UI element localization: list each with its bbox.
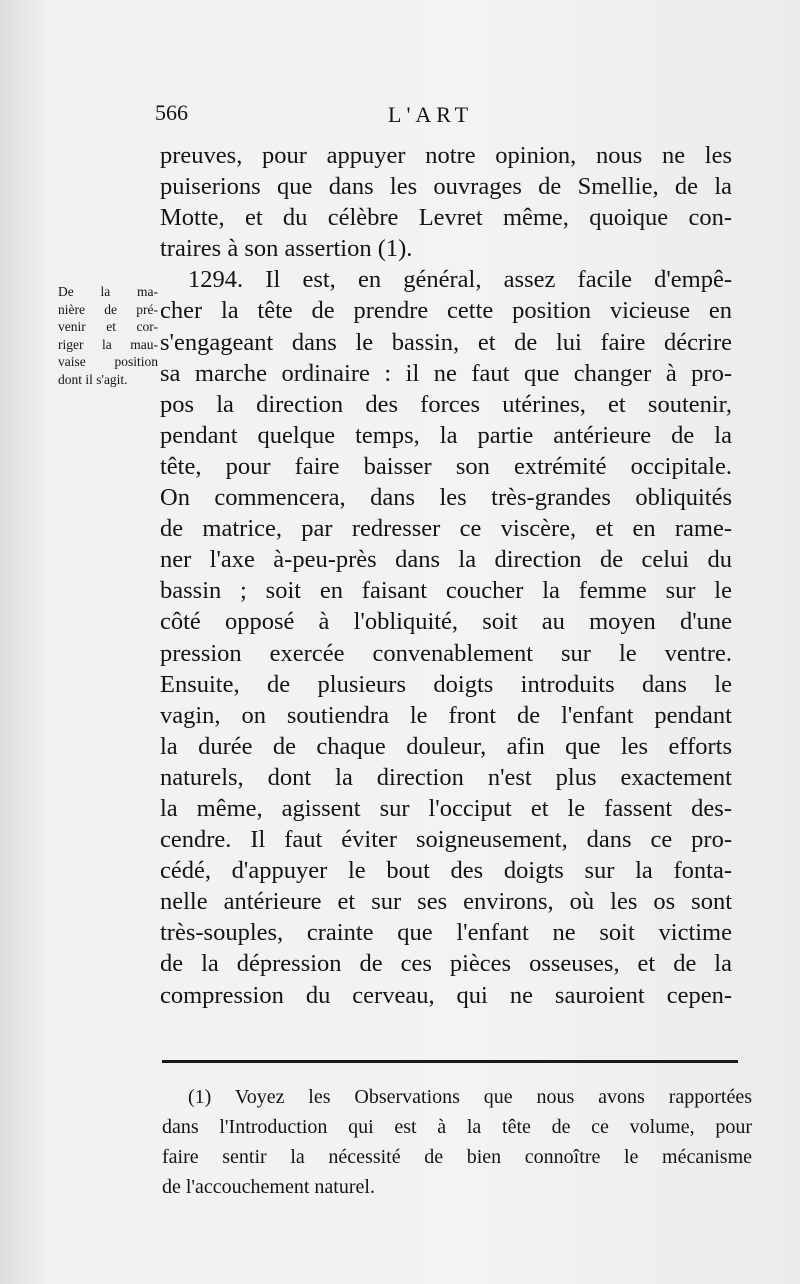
text-line: pression exercée convenablement sur le ventre. [160,639,732,667]
text-line: ner l'axe à-peu-près dans la direction de celui du [160,546,732,574]
text-line: Motte, et du célèbre Levret même, quoique con- [160,204,732,232]
text-line: pos la direction des forces utérines, et soutenir, [160,390,732,418]
margin-note-line: vaise position [58,354,158,369]
text-line: côté opposé à l'obliquité, soit au moyen d'une [160,608,732,636]
text-line: traires à son assertion (1). [160,235,413,263]
footnote-line: (1) Voyez les Observations que nous avons rapportées [188,1086,752,1108]
text-line: très-souples, crainte que l'enfant ne soit victime [160,919,732,947]
text-line: 1294. Il est, en général, assez facile d'empê- [188,266,732,294]
text-line: bassin ; soit en faisant coucher la femme sur le [160,577,732,605]
text-line: la même, agissent sur l'occiput et le fassent des- [160,794,732,822]
text-line: cher la tête de prendre cette position vicieuse en [160,297,732,325]
text-line: compression du cerveau, qui ne sauroient cepen- [160,981,732,1009]
margin-note-line: nière de pré- [58,301,158,317]
text-line: naturels, dont la direction n'est plus exactement [160,763,732,791]
running-head: L'ART [388,102,474,127]
footnote [162,1082,752,1202]
text-line: pendant quelque temps, la partie antérieure de la [160,421,732,449]
footnote-rule [162,1060,738,1063]
text-line: puiserions que dans les ouvrages de Smellie, de la [160,173,732,201]
body-text [160,140,732,1011]
text-line: de la dépression de ces pièces osseuses, et de la [160,950,732,978]
margin-note-line: dont il s'agit. [58,371,128,387]
text-line: Ensuite, de plusieurs doigts introduits dans le [160,670,732,698]
margin-note-line: De la ma- [58,284,158,299]
text-line: vagin, on soutiendra le front de l'enfant pendant [160,701,732,729]
margin-note [58,283,158,388]
text-line: cédé, d'appuyer le bout des doigts sur la fonta- [160,857,732,885]
footnote-line: faire sentir la nécessité de bien connoître le mécanisme [162,1146,752,1168]
footnote-line: dans l'Introduction qui est à la tête de ce volume, pour [162,1116,752,1138]
text-line: la durée de chaque douleur, afin que les efforts [160,732,732,760]
page-number: 566 [155,100,188,125]
text-line: cendre. Il faut éviter soigneusement, dans ce pro- [160,826,732,854]
margin-note-line: venir et cor- [58,319,158,334]
page-header [155,100,735,136]
text-line: de matrice, par redresser ce viscère, et en rame- [160,515,732,543]
footnote-line: de l'accouchement naturel. [162,1176,375,1198]
text-line: tête, pour faire baisser son extrémité occipitale. [160,452,732,480]
text-line: On commencera, dans les très-grandes obliquités [160,484,732,512]
text-line: sa marche ordinaire : il ne faut que changer à pro- [160,359,732,387]
text-line: preuves, pour appuyer notre opinion, nous ne les [160,142,732,169]
text-line: nelle antérieure et sur ses environs, où les os sont [160,888,732,916]
margin-note-line: riger la mau- [58,336,158,352]
text-line: s'engageant dans le bassin, et de lui faire décrire [160,328,732,356]
